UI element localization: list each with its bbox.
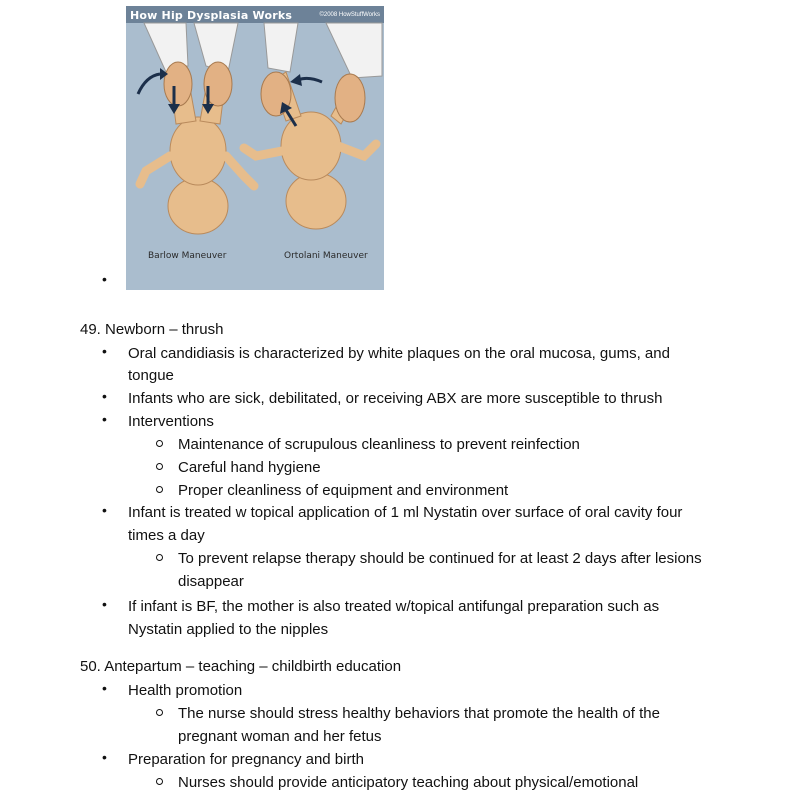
hip-dysplasia-illustration [126, 6, 384, 290]
section-heading-49: 49. Newborn – thrush [80, 321, 224, 338]
list-bullet: • [102, 388, 107, 404]
sub-list-item: The nurse should stress healthy behaviors that promote the health of the [178, 705, 660, 722]
list-item-continued: times a day [128, 527, 205, 544]
maneuver-drawing [126, 6, 384, 290]
sub-list-item-continued: disappear [178, 573, 244, 590]
barlow-caption: Barlow Maneuver [148, 251, 227, 261]
sub-list-item: Maintenance of scrupulous cleanliness to prevent reinfection [178, 436, 580, 453]
sub-list-item-continued: pregnant woman and her fetus [178, 728, 382, 745]
list-bullet: • [102, 271, 107, 287]
list-item-continued: Nystatin applied to the nipples [128, 621, 329, 638]
list-item: Interventions [128, 413, 214, 430]
list-bullet: • [102, 343, 107, 359]
list-bullet: • [102, 680, 107, 696]
figure-copyright: ©2008 HowStuffWorks [319, 12, 380, 18]
list-item: Preparation for pregnancy and birth [128, 751, 364, 768]
list-bullet: • [102, 411, 107, 427]
list-item: Health promotion [128, 682, 243, 699]
section-heading-50: 50. Antepartum – teaching – childbirth education [80, 658, 402, 675]
sub-list-item: Proper cleanliness of equipment and environment [178, 482, 509, 499]
list-bullet: • [102, 502, 107, 518]
list-item-continued: tongue [128, 367, 174, 384]
figure-title: How Hip Dysplasia Works [130, 9, 293, 22]
sub-bullet [156, 778, 163, 785]
list-bullet: • [102, 749, 107, 765]
list-bullet: • [102, 596, 107, 612]
list-item: If infant is BF, the mother is also treated w/topical antifungal preparation such as [128, 598, 660, 615]
sub-bullet [156, 709, 163, 716]
sub-bullet [156, 463, 163, 470]
ortolani-caption: Ortolani Maneuver [284, 251, 368, 261]
sub-list-item: Careful hand hygiene [178, 459, 321, 476]
sub-bullet [156, 486, 163, 493]
sub-bullet [156, 554, 163, 561]
sub-bullet [156, 440, 163, 447]
sub-list-item: To prevent relapse therapy should be continued for at least 2 days after lesions [178, 550, 702, 567]
list-item: Oral candidiasis is characterized by white plaques on the oral mucosa, gums, and [128, 345, 670, 362]
sub-list-item: Nurses should provide anticipatory teaching about physical/emotional [178, 774, 639, 791]
list-item: Infants who are sick, debilitated, or receiving ABX are more susceptible to thrush [128, 390, 663, 407]
list-item: Infant is treated w topical application of 1 ml Nystatin over surface of oral cavity four [128, 504, 683, 521]
